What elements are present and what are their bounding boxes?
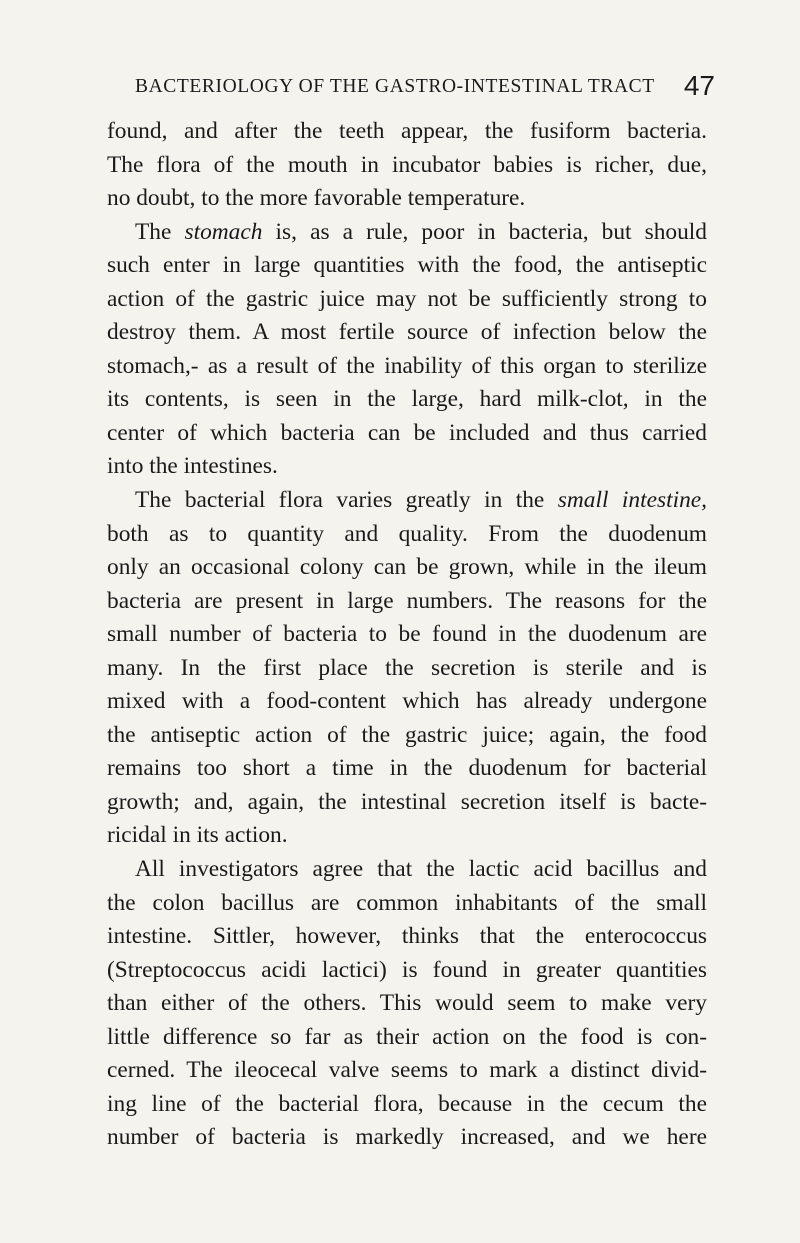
text-line: center of which bacteria can be included and thus carried — [107, 419, 707, 446]
text-line: ricidal in its action. — [107, 822, 288, 849]
running-head — [135, 72, 715, 104]
text-line: The flora of the mouth in incubator babies is richer, due, — [107, 151, 707, 178]
text-line: the antiseptic action of the gastric juice; again, the food — [107, 721, 707, 748]
paragraph-3 — [107, 484, 707, 853]
text-line: such enter in large quantities with the food, the antiseptic — [107, 252, 707, 279]
text-line: than either of the others. This would seem to make very — [107, 990, 707, 1017]
text-line: cerned. The ileocecal valve seems to mark a distinct divid- — [107, 1057, 707, 1084]
text-line: no doubt, to the more favorable temperature. — [107, 185, 526, 212]
page-number: 47 — [683, 70, 715, 101]
text-line: small number of bacteria to be found in the duodenum are — [107, 621, 707, 648]
paragraph-2 — [107, 216, 707, 484]
text-line: growth; and, again, the intestinal secretion itself is bacte- — [107, 788, 707, 815]
text-line: mixed with a food-content which has already undergone — [107, 688, 707, 715]
text-line: its contents, is seen in the large, hard milk-clot, in the — [107, 386, 707, 413]
emphasis-stomach: stomach — [184, 218, 263, 245]
text-line: remains too short a time in the duodenum for bacterial — [107, 755, 707, 782]
text-line: (Streptococcus acidi lactici) is found in greater quantities — [107, 956, 707, 983]
text-line: bacteria are present in large numbers. The reasons for the — [107, 587, 707, 614]
text-line: found, and after the teeth appear, the fusiform bacteria. — [107, 118, 707, 144]
text-line: intestine. Sittler, however, thinks that the enterococcus — [107, 923, 707, 950]
text-line: many. In the first place the secretion is sterile and is — [107, 654, 707, 681]
text-line: destroy them. A most fertile source of infection below the — [107, 319, 707, 346]
body-text — [107, 115, 707, 1155]
text-line: only an occasional colony can be grown, while in the ileum — [107, 554, 707, 581]
text-line: stomach,- as a result of the inability of this organ to sterilize — [107, 352, 707, 379]
text-line: ing line of the bacterial flora, because in the cecum the — [107, 1090, 707, 1117]
text-line: All investigators agree that the lactic acid bacillus and — [135, 856, 707, 883]
paragraph-4 — [107, 853, 707, 1155]
text-line: The bacterial flora varies greatly in the small intestine, — [135, 487, 707, 514]
text-line: action of the gastric juice may not be sufficiently strong to — [107, 285, 707, 312]
paragraph-1 — [107, 115, 707, 216]
text-line: the colon bacillus are common inhabitants of the small — [107, 889, 707, 916]
text-line: both as to quantity and quality. From the duodenum — [107, 520, 707, 547]
text-line: into the intestines. — [107, 453, 278, 480]
text-line: number of bacteria is markedly increased, and we here — [107, 1124, 707, 1151]
running-title: BACTERIOLOGY OF THE GASTRO-INTESTINAL TRACT — [135, 76, 655, 97]
text-line: little difference so far as their action on the food is con- — [107, 1023, 707, 1050]
emphasis-small-intestine: small intestine, — [557, 487, 707, 514]
text-line: The stomach is, as a rule, poor in bacteria, but should — [135, 218, 708, 245]
